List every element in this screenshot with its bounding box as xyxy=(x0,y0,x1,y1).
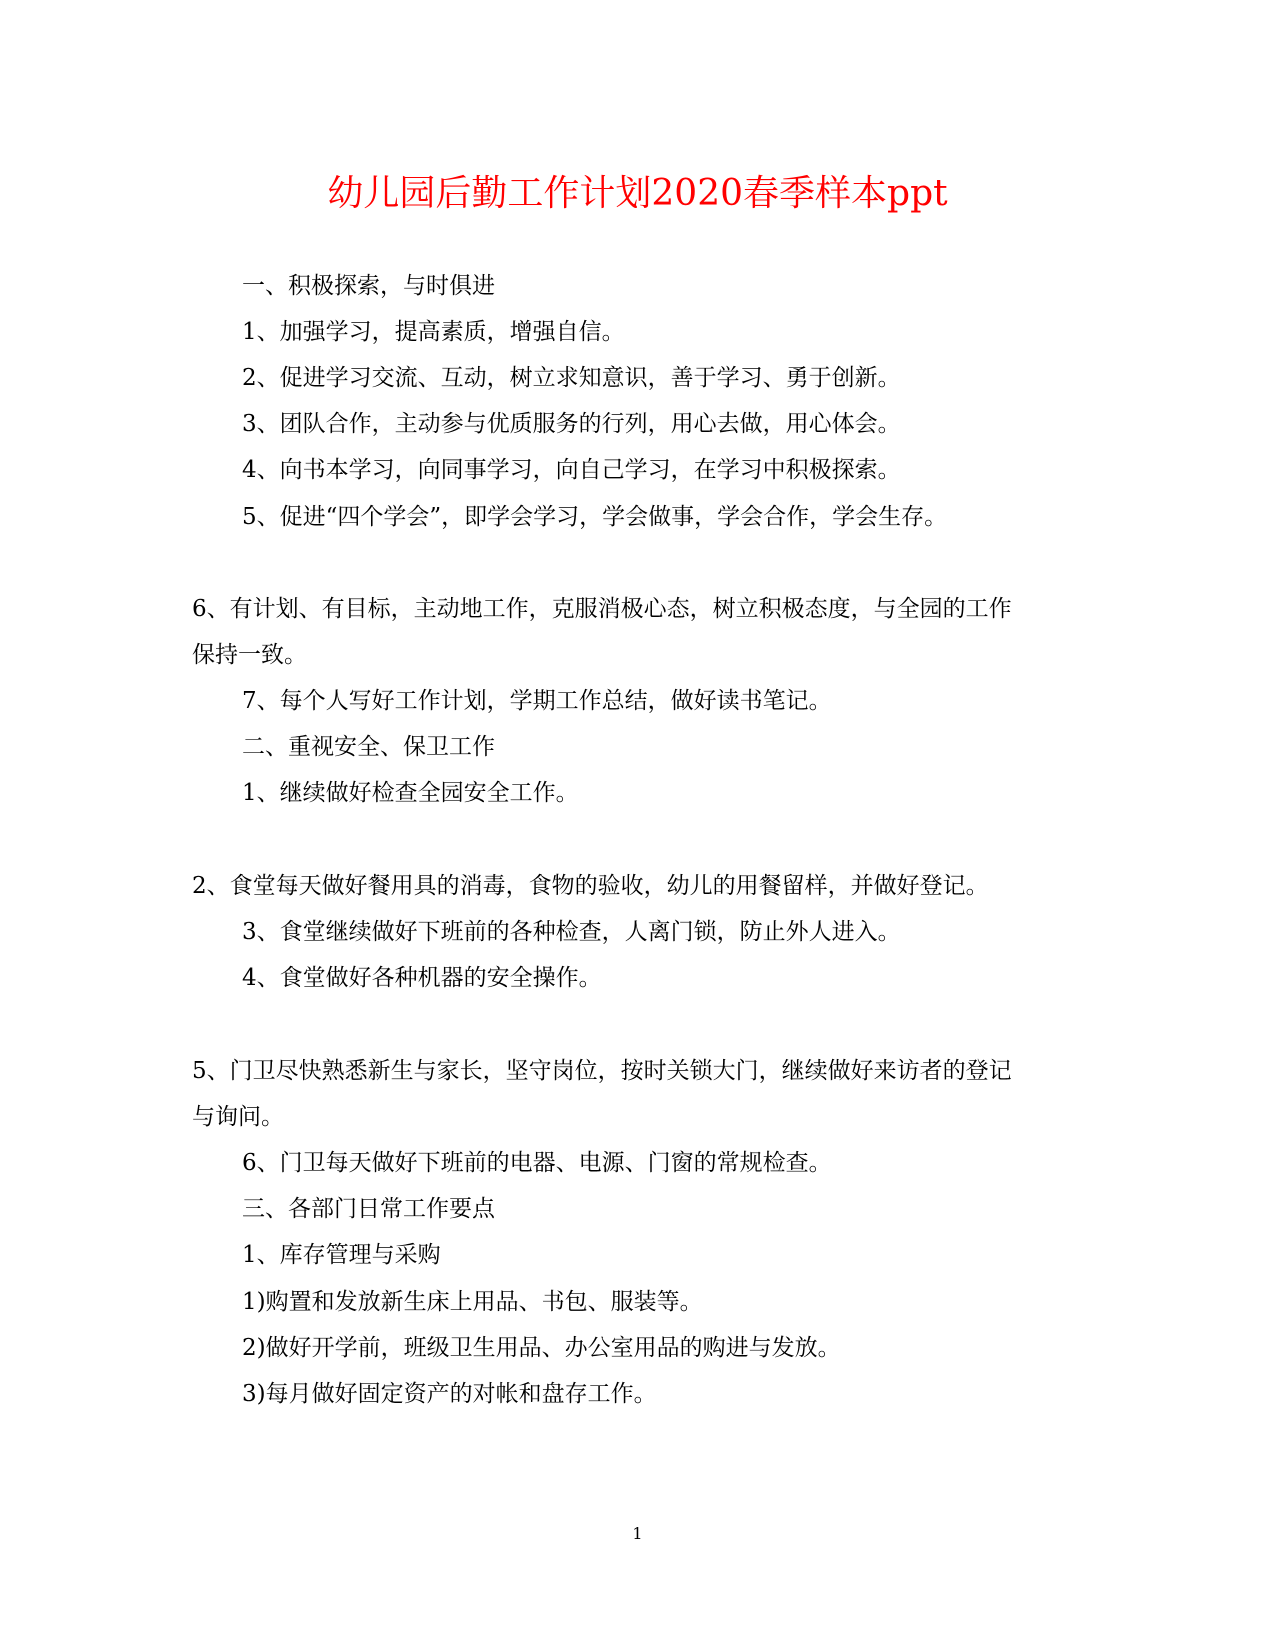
paragraph-line: 3、团队合作，主动参与优质服务的行列，用心去做，用心体会。 xyxy=(242,411,901,437)
paragraph-line: 2、食堂每天做好餐用具的消毒，食物的验收，幼儿的用餐留样，并做好登记。 xyxy=(192,873,989,899)
paragraph-line: 7、每个人写好工作计划，学期工作总结，做好读书笔记。 xyxy=(242,688,832,714)
document-title: 幼儿园后勤工作计划2020春季样本ppt xyxy=(327,173,948,214)
section-heading-1: 一、积极探索，与时俱进 xyxy=(242,273,495,299)
paragraph-line: 4、向书本学习，向同事学习，向自己学习，在学习中积极探索。 xyxy=(242,457,901,483)
paragraph-line: 6、有计划、有目标，主动地工作，克服消极心态，树立积极态度，与全园的工作 xyxy=(192,596,1012,622)
section-heading-2: 二、重视安全、保卫工作 xyxy=(242,734,495,760)
paragraph-line: 2、促进学习交流、互动，树立求知意识，善于学习、勇于创新。 xyxy=(242,365,901,391)
paragraph-line: 2)做好开学前，班级卫生用品、办公室用品的购进与发放。 xyxy=(242,1335,841,1361)
paragraph-line: 6、门卫每天做好下班前的电器、电源、门窗的常规检查。 xyxy=(242,1150,832,1176)
paragraph-line: 保持一致。 xyxy=(192,642,307,668)
paragraph-line: 1)购置和发放新生床上用品、书包、服装等。 xyxy=(242,1289,703,1315)
paragraph-line: 5、门卫尽快熟悉新生与家长，坚守岗位，按时关锁大门，继续做好来访者的登记 xyxy=(192,1058,1012,1084)
page-number: 1 xyxy=(632,1524,643,1543)
paragraph-line: 1、库存管理与采购 xyxy=(242,1242,441,1268)
paragraph-line: 5、促进“四个学会”，即学会学习，学会做事，学会合作，学会生存。 xyxy=(242,504,948,530)
paragraph-line: 与询问。 xyxy=(192,1104,284,1130)
paragraph-line: 1、继续做好检查全园安全工作。 xyxy=(242,780,579,806)
paragraph-line: 1、加强学习，提高素质，增强自信。 xyxy=(242,319,625,345)
paragraph-line: 3、食堂继续做好下班前的各种检查，人离门锁，防止外人进入。 xyxy=(242,919,901,945)
section-heading-3: 三、各部门日常工作要点 xyxy=(242,1196,495,1222)
paragraph-line: 4、食堂做好各种机器的安全操作。 xyxy=(242,965,602,991)
paragraph-line: 3)每月做好固定资产的对帐和盘存工作。 xyxy=(242,1381,657,1407)
